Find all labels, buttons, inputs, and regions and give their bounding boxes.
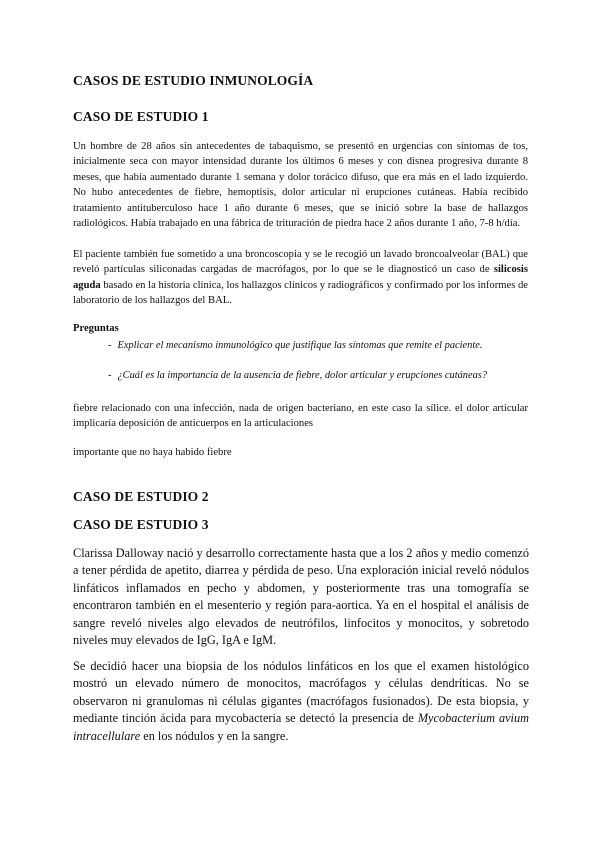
organism-name-italic: Mycobacterium avium intracellulare [73,711,529,743]
caso-1-paragraph-2 [73,247,528,309]
answer-2: importante que no haya habido fiebre [73,447,232,458]
caso-3-paragraph-2-text-a: Se decidió hacer una biopsia de los nódulos linfáticos en los que el examen histológico mostró un elevado número de monocitos, macrófagos y células dendríticas. No se observaron ni granulomas ni células gigantes (macrófagos fusionados). De esta biopsia, y mediante tinción ácida para mycobacteria se detectó la presencia de [73,659,529,726]
question-2-text: ¿Cuál es la importancia de la ausencia de fiebre, dolor articular y erupciones cutáneas? [117,370,488,381]
question-item [108,340,482,351]
question-item [108,370,487,381]
question-bullet: - [108,370,112,381]
caso-1-heading: CASO DE ESTUDIO 1 [73,109,209,124]
caso-2-heading: CASO DE ESTUDIO 2 [73,489,209,504]
caso-3-heading: CASO DE ESTUDIO 3 [73,517,209,532]
answer-1: fiebre relacionado con una infección, nada de origen bacteriano, en este caso la sílice. el dolor articular implicaría deposición de anticuerpos en la articulaciones [73,403,528,430]
caso-1-paragraph-1: Un hombre de 28 años sin antecedentes de tabaquismo, se presentó en urgencias con síntomas de tos, inicialmente seca con mayor intensidad durante los últimos 6 meses y con disnea progresiva durante 8 meses, que había aumentado durante 1 semana y dolor torácico difuso, que era más en el lado izquierdo. No hubo antecedentes de fiebre, hemoptisis, dolor articular ni erupciones cutáneas. Había recibido tratamiento antituberculoso hace 1 año durante 6 meses, que se inició sobre la base de hallazgos radiológicos. Había trabajado en una fábrica de trituración de piedra hace 2 años durante 1 año, 7-8 h/día. [73,141,528,230]
question-bullet: - [108,340,112,351]
diagnosis-bold: silicosis aguda [73,264,528,291]
document-title: CASOS DE ESTUDIO INMUNOLOGÍA [73,73,314,88]
caso-3-paragraph-2-text-b: en los nódulos y en la sangre. [140,728,289,743]
caso-3-paragraph-2 [73,658,529,745]
preguntas-label: Preguntas [73,323,119,334]
caso-3-paragraph-1: Clarissa Dalloway nació y desarrollo correctamente hasta que a los 2 años y medio comenzó a tener pérdida de apetito, diarrea y pérdida de peso. Una exploración inicial reveló nódulos linfáticos inflamados en pecho y abdomen, y posteriormente tras una tomografía se encontraron también en el mesenterio y región para-aortica. Ya en el hospital el análisis de sangre reveló niveles algo elevados de neutrófilos, linfocitos y monocitos, y sobretodo niveles muy elevados de IgG, IgA e IgM. [73,546,529,648]
caso-1-paragraph-2-text-b: basado en la historia clínica, los hallazgos clínicos y radiográficos y confirmado por los informes de laboratorio de los hallazgos del BAL. [73,279,528,307]
caso-1-paragraph-2-text-a: El paciente también fue sometido a una broncoscopia y se le recogió un lavado broncoalveolar (BAL) que reveló partículas siliconadas cargadas de macrófagos, por lo que se le diagnosticó un caso de [73,249,528,276]
question-1-text: Explicar el mecanismo inmunológico que justifique las síntomas que remite el paciente. [117,340,483,351]
